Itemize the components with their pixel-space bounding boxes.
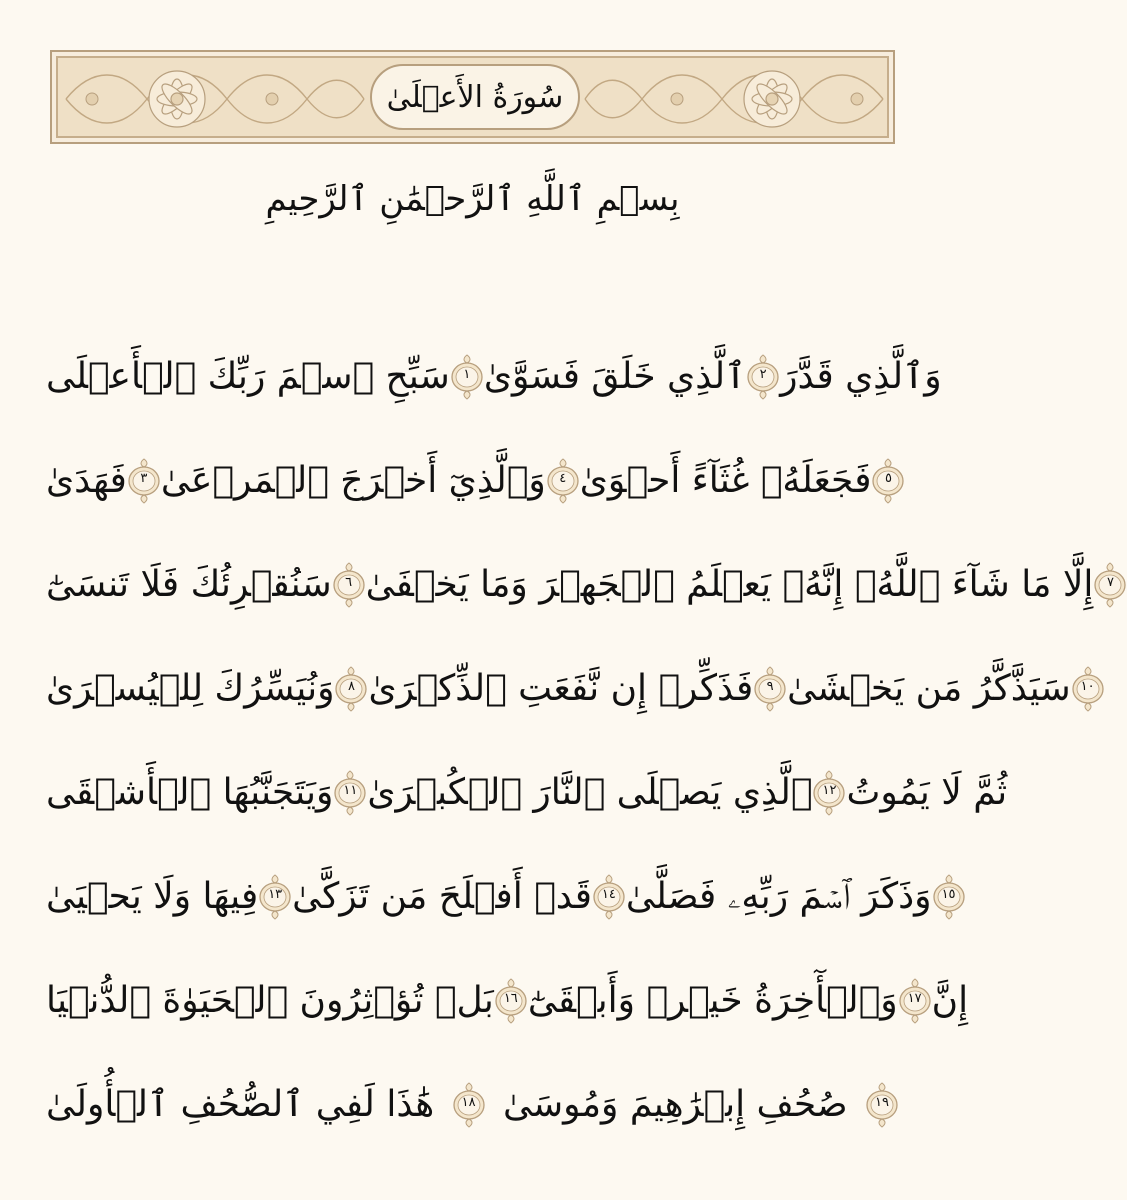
verse-text-block: [46, 325, 1114, 1157]
ayah-number-marker: [753, 666, 787, 712]
verse-line: [46, 949, 969, 1053]
verse-text-segment: بَلۡ تُؤۡثِرُونَ ٱلۡحَيَوٰةَ ٱلدُّنۡيَا: [46, 980, 494, 1021]
ayah-number: ٤: [559, 471, 567, 486]
verse-text-segment: ثُمَّ لَا يَمُوتُ: [846, 772, 1008, 813]
ayah-number: ١: [463, 367, 471, 382]
verse-text-segment: هَٰذَا لَفِي ٱلصُّحُفِ ٱلۡأُولَىٰ: [46, 1084, 435, 1125]
ayah-number-marker: [1071, 666, 1105, 712]
ayah-number-marker: [932, 874, 966, 920]
verse-text-segment: وَٱلَّذِي قَدَّرَ: [780, 356, 942, 397]
ayah-number-marker: [746, 354, 780, 400]
verse-line: [46, 1053, 899, 1157]
ayah-number: ٨: [347, 679, 355, 694]
ayah-number-marker: [865, 1082, 899, 1128]
ayah-number: ١٢: [822, 783, 837, 798]
surah-header-frame: [50, 50, 895, 144]
verse-text-segment: سَنُقۡرِئُكَ فَلَا تَنسَىٰٓ: [46, 564, 332, 605]
verse-text-segment: فِيهَا وَلَا يَحۡيَىٰ: [46, 876, 259, 917]
ayah-number-marker: [592, 874, 626, 920]
ayah-number-marker: [812, 770, 846, 816]
ayah-number: ١٦: [503, 991, 518, 1006]
verse-line: [46, 845, 956, 949]
verse-text-segment: إِنَّ: [931, 980, 969, 1021]
surah-title-cartouche: [370, 64, 580, 130]
verse-text-segment: وَذَكَرَ ٱسۡمَ رَبِّهِۦ فَصَلَّىٰ: [625, 876, 932, 917]
verse-line: [46, 325, 942, 429]
verse-text-segment: وَٱلۡأٓخِرَةُ خَيۡرٞ وَأَبۡقَىٰٓ: [527, 980, 898, 1021]
verse-text-segment: ٱلَّذِي خَلَقَ فَسَوَّىٰ: [483, 356, 747, 397]
ayah-number-marker: [452, 1082, 486, 1128]
verse-text-segment: وَيَتَجَنَّبُهَا ٱلۡأَشۡقَى: [46, 772, 334, 813]
ayah-number: ١٣: [268, 887, 283, 902]
ayah-number-marker: [334, 666, 368, 712]
ayah-number: ١٨: [461, 1095, 476, 1110]
rosette-left: [149, 71, 205, 127]
basmala: بِسۡمِ ٱللَّهِ ٱلرَّحۡمَٰنِ ٱلرَّحِيمِ: [265, 179, 680, 219]
verse-text-segment: وَٱلَّذِيٓ أَخۡرَجَ ٱلۡمَرۡعَىٰ: [160, 460, 546, 501]
verse-text-segment: سَيَذَّكَّرُ مَن يَخۡشَىٰ: [787, 668, 1071, 709]
ayah-number-marker: [450, 354, 484, 400]
ayah-number: ٦: [345, 575, 353, 590]
ayah-number: ٩: [766, 679, 774, 694]
ayah-number: ٥: [884, 471, 892, 486]
ayah-number-marker: [127, 458, 161, 504]
ayah-number-marker: [333, 770, 367, 816]
ayah-number-marker: [546, 458, 580, 504]
verse-text-segment: قَدۡ أَفۡلَحَ مَن تَزَكَّىٰ: [292, 876, 592, 917]
ayah-number: ١٥: [941, 887, 956, 902]
ayah-number: ٣: [140, 471, 148, 486]
ayah-number: ١٤: [601, 887, 616, 902]
ayah-number-marker: [1093, 562, 1127, 608]
ayah-number-marker: [898, 978, 932, 1024]
verse-line: [46, 429, 899, 533]
ayah-number: ٢: [759, 367, 767, 382]
verse-text-segment: فَجَعَلَهُۥ غُثَآءً أَحۡوَىٰ: [579, 460, 872, 501]
verse-text-segment: فَهَدَىٰ: [46, 460, 127, 501]
verse-line: [46, 741, 1008, 845]
verse-text-segment: صُحُفِ إِبۡرَٰهِيمَ وَمُوسَىٰ: [502, 1084, 848, 1125]
verse-text-segment: إِلَّا مَا شَآءَ ٱللَّهُۚ إِنَّهُۥ يَعۡلَمُ ٱلۡجَهۡرَ وَمَا يَخۡفَىٰ: [365, 564, 1094, 605]
ayah-number: ٧: [1106, 575, 1114, 590]
ayah-number: ١٧: [907, 991, 922, 1006]
ayah-number-marker: [332, 562, 366, 608]
ayah-number-marker: [494, 978, 528, 1024]
ayah-number: ١٠: [1080, 679, 1095, 694]
verse-line: [46, 637, 1095, 741]
ayah-number: ١١: [343, 783, 358, 798]
surah-title: سُورَةُ الأَعۡلَىٰ: [386, 79, 564, 115]
ayah-number-marker: [871, 458, 905, 504]
ayah-number: ١٩: [875, 1095, 889, 1110]
verse-text-segment: سَبِّحِ ٱسۡمَ رَبِّكَ ٱلۡأَعۡلَى: [46, 356, 450, 397]
ayah-number-marker: [258, 874, 292, 920]
verse-text-segment: ٱلَّذِي يَصۡلَى ٱلنَّارَ ٱلۡكُبۡرَىٰ: [367, 772, 813, 813]
verse-line: [46, 533, 1114, 637]
verse-text-segment: وَنُيَسِّرُكَ لِلۡيُسۡرَىٰ: [46, 668, 335, 709]
verse-text-segment: فَذَكِّرۡ إِن نَّفَعَتِ ٱلذِّكۡرَىٰ: [368, 668, 754, 709]
rosette-right: [744, 71, 800, 127]
